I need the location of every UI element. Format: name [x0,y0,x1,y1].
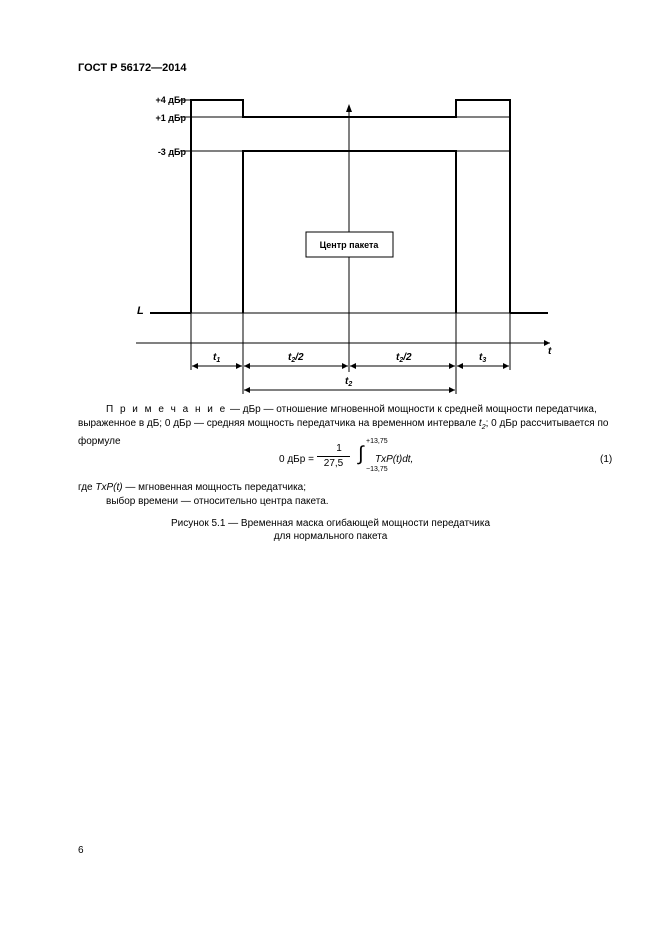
where-text: — мгновенная мощность передатчика; [122,482,307,493]
formula-denominator: 27,5 [323,458,344,469]
note-lead: П р и м е ч а н и е [106,404,228,415]
formula-upper-limit: +13,75 [366,438,388,445]
where-symbol: TxP(t) [95,482,123,493]
page-number: 6 [78,845,84,856]
level-label-minus3: -3 дБр [157,147,186,157]
formula-lhs: 0 дБр = [279,454,314,465]
note-t-symbol: t [478,418,482,429]
formula-integrand: TxP(t)dt, [375,454,414,465]
power-time-mask-diagram [0,0,661,400]
formula-explanation [78,481,329,509]
explanation-line-2: выбор времени — относительно центра пакета. [106,496,329,507]
formula-lower-limit: −13,75 [366,466,388,473]
note-text-b: ; 0 дБр рассчитывается по формуле [78,418,609,447]
document-header: ГОСТ Р 56172—2014 [78,62,187,74]
formula-block [0,440,661,480]
level-label-l: L [137,305,144,317]
interval-label-t2: $t_2$ [345,376,353,388]
interval-label-t3: $t_3$ [479,352,487,364]
caption-line-2: для нормального пакета [273,531,388,542]
upper-mask-outline [191,100,510,313]
formula-number: (1) [600,454,613,465]
level-label-plus4: +4 дБр [155,95,186,105]
note-text-a: — дБр — отношение мгновенной мощности к средней мощности передатчика, выраженное в дБ; 0 дБр — средняя мощность передатчика на временном интервале [78,404,597,429]
interval-label-t1: $t_1$ [213,352,221,364]
center-box-label: Центр пакета [319,240,379,250]
level-label-plus1: +1 дБр [155,113,186,123]
interval-label-half-right: $t_2/2$ [396,352,412,364]
figure-caption [0,517,661,543]
time-axis-label: t [548,346,552,357]
explanation-line-1 [78,481,329,495]
center-axis-arrow [346,104,352,112]
formula-numerator: 1 [336,443,342,454]
note-t-sub: 2 [481,424,486,431]
where-prefix: где [78,482,96,493]
interval-label-half-left: $t_2/2$ [288,352,304,364]
formula-integral-sign: ∫ [358,443,364,465]
formula-fraction-bar [317,456,350,457]
caption-line-1: Рисунок 5.1 — Временная маска огибающей мощности передатчика [170,518,491,529]
